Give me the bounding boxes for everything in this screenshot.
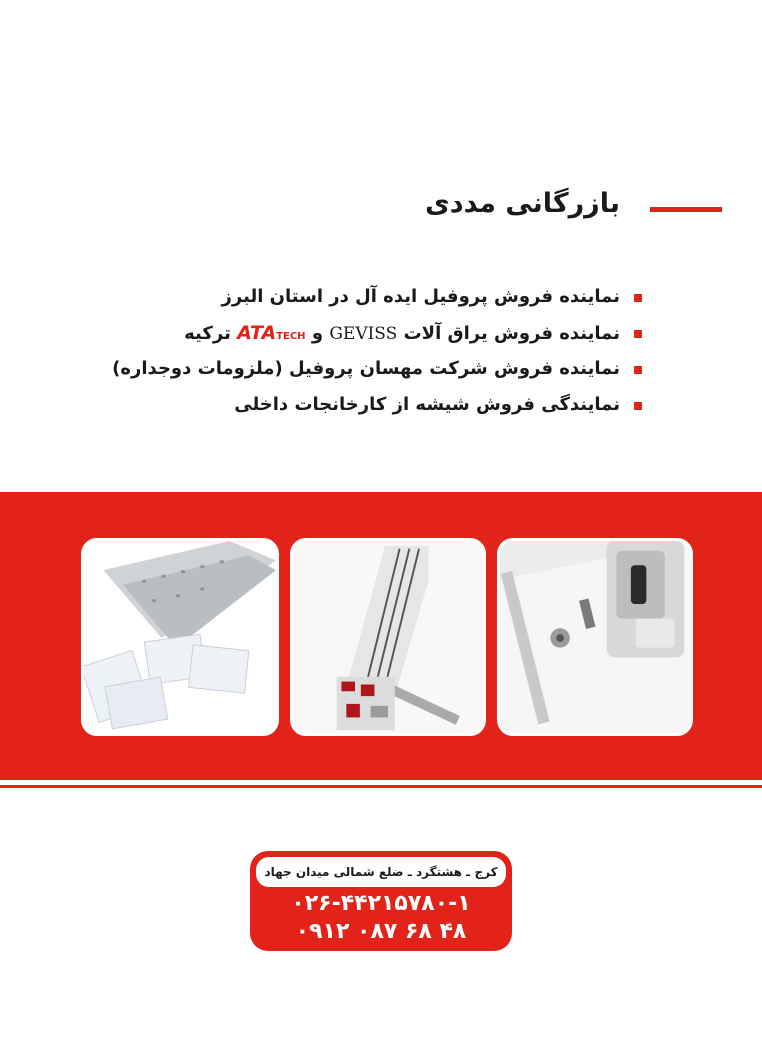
contact-box: [250, 851, 512, 951]
upvc-profile-illustration: [293, 541, 483, 733]
service-text: ترکیه: [184, 323, 231, 344]
bullet-icon: [634, 330, 642, 338]
bullet-icon: [634, 366, 642, 374]
services-list: [112, 280, 642, 424]
hardware-photo: [497, 538, 693, 736]
phone-mobile: ۰۹۱۲ ۰۸۷ ۶۸ ۴۸: [295, 919, 467, 944]
title-accent-bar: [650, 207, 722, 212]
service-conjunction: و: [311, 323, 324, 344]
red-divider: [0, 785, 762, 788]
service-item: [122, 280, 642, 316]
service-text: نماینده فروش یراق آلات: [403, 323, 620, 344]
geviss-brand: GEVISS: [329, 324, 398, 344]
window-hardware-illustration: [500, 541, 690, 733]
company-header: [420, 188, 720, 228]
company-name: بازرگانی مددی: [425, 188, 620, 219]
service-text: نمایندگی فروش شیشه از کارخانجات داخلی: [234, 394, 620, 415]
ata-logo-text: ATA: [237, 322, 277, 344]
address-text: کرج ـ هشتگرد ـ ضلع شمالی میدان جهاد: [256, 857, 506, 887]
service-item: [122, 388, 642, 424]
tech-logo-text: TECH: [276, 331, 306, 342]
service-item: [112, 352, 642, 388]
bullet-icon: [634, 402, 642, 410]
bullet-icon: [634, 294, 642, 302]
spacer-photo: [81, 538, 279, 736]
phone-landline: ۰۲۶-۴۴۲۱۵۷۸۰-۱: [291, 891, 471, 916]
atatech-logo: [237, 323, 305, 344]
service-item: [122, 316, 642, 352]
service-text: نماینده فروش پروفیل ایده آل در استان البرز: [221, 286, 620, 307]
spacer-silica-illustration: [84, 541, 276, 733]
service-text: نماینده فروش شرکت مهسان پروفیل (ملزومات دوجداره): [112, 358, 620, 379]
profile-photo: [290, 538, 486, 736]
